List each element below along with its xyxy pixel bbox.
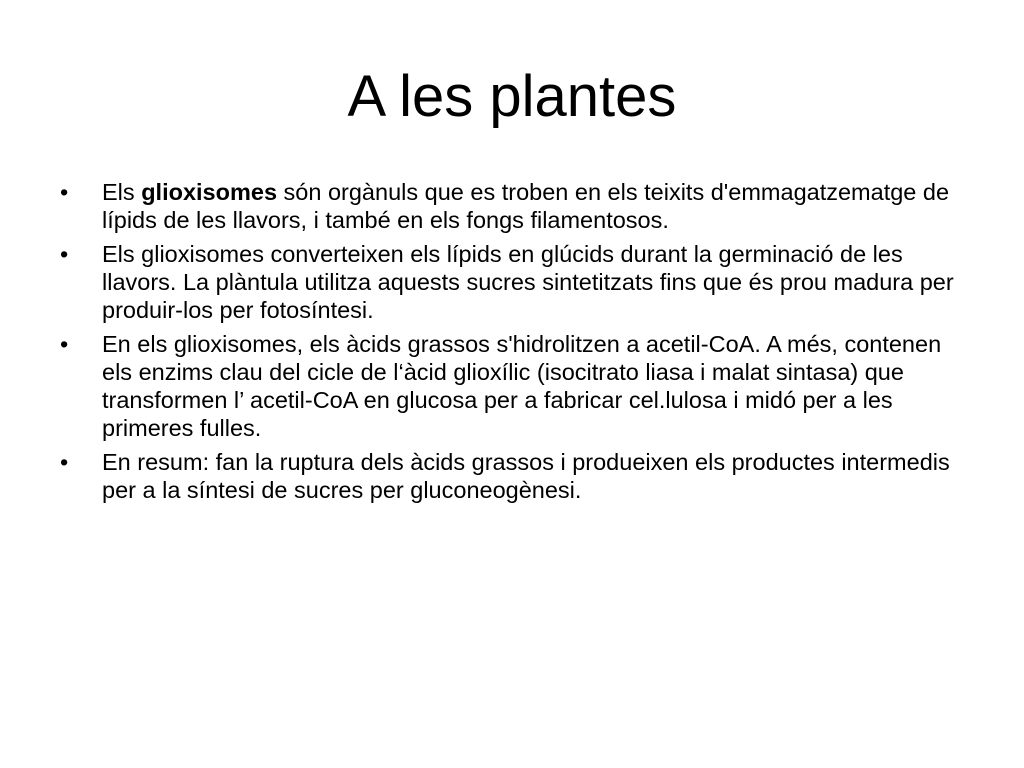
bullet-item-glioxisomes-definition — [60, 178, 960, 234]
bullet-icon: • — [60, 179, 69, 205]
bullet-text: En els glioxisomes, els àcids grassos s'hidrolitzen a acetil-CoA. A més, contenen els enzims clau del cicle de l‘àcid glioxílic (isocitrato liasa i malat sintasa) que transformen l’ acetil-CoA en glucosa per a fabricar cel.lulosa i midó per a les primeres fulles. — [102, 331, 942, 441]
bullet-item-summary — [60, 448, 960, 504]
bullet-text: Els glioxisomes converteixen els lípids en glúcids durant la germinació de les llavors. La plàntula utilitza aquests sucres sintetitzats fins que és prou madura per produir-los per fotosíntesi. — [102, 241, 954, 323]
bold-term-glioxisomes: glioxisomes — [141, 179, 278, 205]
bullet-icon: • — [60, 241, 69, 267]
bullet-list — [60, 178, 960, 510]
bullet-item-hydrolysis — [60, 330, 960, 442]
bullet-item-conversion — [60, 240, 960, 324]
slide-title: A les plantes — [347, 64, 677, 129]
bullet-text-prefix: Els — [102, 179, 142, 205]
bullet-text: En resum: fan la ruptura dels àcids grassos i produeixen els productes intermedis per a la síntesi de sucres per gluconeogènesi. — [102, 449, 950, 503]
bullet-icon: • — [60, 331, 69, 357]
bullet-text-rest: són orgànuls que es troben en els teixits d'emmagatzematge de lípids de les llavors, i també en els fongs filamentosos. — [102, 179, 950, 233]
bullet-icon: • — [60, 449, 69, 475]
